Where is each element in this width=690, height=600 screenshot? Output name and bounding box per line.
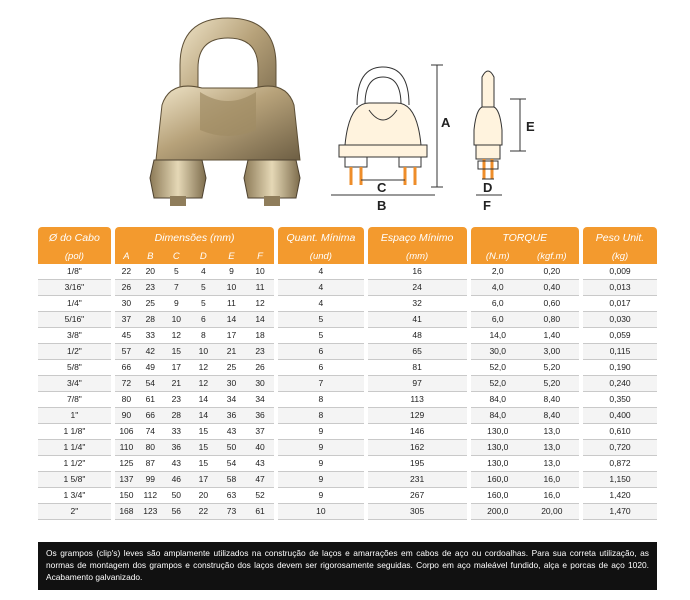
cell-c: 15 <box>163 344 190 360</box>
cell-a: 90 <box>115 408 138 424</box>
cell-nm: 130,0 <box>471 456 525 472</box>
cell-kgf: 3,00 <box>525 344 579 360</box>
cell-qty: 4 <box>278 264 363 280</box>
cell-a: 106 <box>115 424 138 440</box>
subheader-space: (mm) <box>368 249 467 264</box>
table-row <box>38 392 657 408</box>
dim-label-c: C <box>377 180 387 195</box>
header-torque: TORQUE <box>471 227 579 249</box>
dim-label-a: A <box>441 115 451 130</box>
cell-d: 14 <box>190 408 217 424</box>
cell-nm: 30,0 <box>471 344 525 360</box>
cell-weight: 0,009 <box>583 264 657 280</box>
cell-b: 20 <box>138 264 163 280</box>
cell-f: 37 <box>246 424 274 440</box>
cell-f: 14 <box>246 312 274 328</box>
cell-kgf: 0,20 <box>525 264 579 280</box>
table-row <box>38 456 657 472</box>
cell-space: 231 <box>368 472 467 488</box>
cell-d: 12 <box>190 360 217 376</box>
cell-f: 30 <box>246 376 274 392</box>
cell-qty: 5 <box>278 312 363 328</box>
cell-f: 47 <box>246 472 274 488</box>
cell-kgf: 0,40 <box>525 280 579 296</box>
cell-weight: 0,350 <box>583 392 657 408</box>
cell-weight: 0,017 <box>583 296 657 312</box>
dim-label-e: E <box>526 119 535 134</box>
cell-space: 81 <box>368 360 467 376</box>
cable-clip-photo <box>140 10 310 210</box>
header-space: Espaço Mínimo <box>368 227 467 249</box>
cell-nm: 6,0 <box>471 312 525 328</box>
cell-e: 50 <box>217 440 246 456</box>
cell-diam: 1/8" <box>38 264 111 280</box>
cell-diam: 7/8" <box>38 392 111 408</box>
cell-d: 17 <box>190 472 217 488</box>
cell-weight: 0,190 <box>583 360 657 376</box>
cell-nm: 6,0 <box>471 296 525 312</box>
cell-c: 43 <box>163 456 190 472</box>
cell-qty: 6 <box>278 360 363 376</box>
cell-qty: 9 <box>278 440 363 456</box>
cell-nm: 52,0 <box>471 376 525 392</box>
cell-c: 21 <box>163 376 190 392</box>
cell-c: 5 <box>163 264 190 280</box>
subheader-c: C <box>163 249 190 264</box>
cell-c: 17 <box>163 360 190 376</box>
cell-diam: 1 3/4" <box>38 488 111 504</box>
cell-a: 57 <box>115 344 138 360</box>
cell-b: 42 <box>138 344 163 360</box>
cell-f: 26 <box>246 360 274 376</box>
cell-f: 12 <box>246 296 274 312</box>
cell-e: 58 <box>217 472 246 488</box>
subheader-weight: (kg) <box>583 249 657 264</box>
subheader-a: A <box>115 249 138 264</box>
description-note: Os grampos (clip's) leves são amplamente utilizados na construção de laços e amarrações em cabos de aço ou cordoalhas. Para sua correta utilização, as normas de montagem dos grampos e construção dos laços devem ser rigorosamente seguidas. Corpo em aço maleável fundido, alça e porcas de aço 1020. Acabamento galvanizado. <box>38 542 657 590</box>
table-row <box>38 296 657 312</box>
cell-b: 99 <box>138 472 163 488</box>
cell-f: 43 <box>246 456 274 472</box>
header-weight: Peso Unit. <box>583 227 657 249</box>
cell-e: 30 <box>217 376 246 392</box>
cell-diam: 2" <box>38 504 111 520</box>
cell-qty: 4 <box>278 296 363 312</box>
cell-d: 15 <box>190 440 217 456</box>
figure-area <box>0 0 690 222</box>
cell-f: 40 <box>246 440 274 456</box>
table-row <box>38 344 657 360</box>
cell-e: 34 <box>217 392 246 408</box>
cell-qty: 8 <box>278 408 363 424</box>
subheader-b: B <box>138 249 163 264</box>
cell-nm: 84,0 <box>471 392 525 408</box>
cell-weight: 0,030 <box>583 312 657 328</box>
cell-e: 10 <box>217 280 246 296</box>
cell-e: 21 <box>217 344 246 360</box>
cell-qty: 9 <box>278 488 363 504</box>
cell-e: 9 <box>217 264 246 280</box>
cell-b: 66 <box>138 408 163 424</box>
cell-e: 11 <box>217 296 246 312</box>
cell-weight: 0,400 <box>583 408 657 424</box>
cell-diam: 3/16" <box>38 280 111 296</box>
cell-a: 110 <box>115 440 138 456</box>
cell-kgf: 20,00 <box>525 504 579 520</box>
cell-e: 43 <box>217 424 246 440</box>
cell-d: 8 <box>190 328 217 344</box>
cell-a: 66 <box>115 360 138 376</box>
dim-label-b: B <box>377 198 387 213</box>
header-dimensions: Dimensões (mm) <box>115 227 274 249</box>
cell-f: 34 <box>246 392 274 408</box>
cell-qty: 9 <box>278 456 363 472</box>
specifications-table <box>38 227 657 520</box>
subheader-quantity: (und) <box>278 249 363 264</box>
cell-b: 33 <box>138 328 163 344</box>
cell-weight: 1,420 <box>583 488 657 504</box>
dim-label-f: F <box>483 198 491 213</box>
cell-d: 6 <box>190 312 217 328</box>
subheader-f: F <box>246 249 274 264</box>
cell-f: 18 <box>246 328 274 344</box>
cell-diam: 5/16" <box>38 312 111 328</box>
cell-f: 52 <box>246 488 274 504</box>
cell-nm: 200,0 <box>471 504 525 520</box>
cell-c: 10 <box>163 312 190 328</box>
cell-qty: 9 <box>278 472 363 488</box>
cell-space: 97 <box>368 376 467 392</box>
cell-space: 41 <box>368 312 467 328</box>
cell-kgf: 5,20 <box>525 376 579 392</box>
cell-kgf: 8,40 <box>525 392 579 408</box>
cell-weight: 0,115 <box>583 344 657 360</box>
cell-space: 195 <box>368 456 467 472</box>
cell-space: 267 <box>368 488 467 504</box>
cell-c: 7 <box>163 280 190 296</box>
cell-d: 12 <box>190 376 217 392</box>
cell-diam: 1 1/4" <box>38 440 111 456</box>
cell-f: 36 <box>246 408 274 424</box>
cell-diam: 1/4" <box>38 296 111 312</box>
cell-b: 23 <box>138 280 163 296</box>
cell-e: 54 <box>217 456 246 472</box>
subheader-e: E <box>217 249 246 264</box>
cell-b: 25 <box>138 296 163 312</box>
cell-kgf: 1,40 <box>525 328 579 344</box>
cell-d: 4 <box>190 264 217 280</box>
subheader-torque-kgf: (kgf.m) <box>525 249 579 264</box>
cell-c: 33 <box>163 424 190 440</box>
cell-space: 32 <box>368 296 467 312</box>
cell-weight: 1,470 <box>583 504 657 520</box>
cell-weight: 0,013 <box>583 280 657 296</box>
front-view-diagram <box>325 55 460 215</box>
cell-nm: 160,0 <box>471 472 525 488</box>
cell-c: 36 <box>163 440 190 456</box>
cell-b: 112 <box>138 488 163 504</box>
header-diam: Ø do Cabo <box>38 227 111 249</box>
cell-weight: 0,240 <box>583 376 657 392</box>
table-row <box>38 408 657 424</box>
subheader-d: D <box>190 249 217 264</box>
cell-e: 14 <box>217 312 246 328</box>
cell-space: 129 <box>368 408 467 424</box>
cell-c: 12 <box>163 328 190 344</box>
cell-b: 54 <box>138 376 163 392</box>
cell-kgf: 0,80 <box>525 312 579 328</box>
cell-nm: 160,0 <box>471 488 525 504</box>
table-row <box>38 488 657 504</box>
side-view-diagram <box>462 55 562 215</box>
cell-nm: 2,0 <box>471 264 525 280</box>
cell-kgf: 13,0 <box>525 456 579 472</box>
cell-b: 61 <box>138 392 163 408</box>
cell-d: 5 <box>190 280 217 296</box>
header-row-top <box>38 227 657 249</box>
cell-kgf: 13,0 <box>525 440 579 456</box>
cell-qty: 7 <box>278 376 363 392</box>
subheader-diam: (pol) <box>38 249 111 264</box>
cell-qty: 8 <box>278 392 363 408</box>
cell-qty: 6 <box>278 344 363 360</box>
cell-d: 14 <box>190 392 217 408</box>
cell-b: 74 <box>138 424 163 440</box>
cell-d: 20 <box>190 488 217 504</box>
cell-c: 50 <box>163 488 190 504</box>
cell-weight: 0,610 <box>583 424 657 440</box>
cell-space: 162 <box>368 440 467 456</box>
subheader-torque-nm: (N.m) <box>471 249 525 264</box>
cell-f: 23 <box>246 344 274 360</box>
table-body <box>38 264 657 520</box>
cell-d: 15 <box>190 456 217 472</box>
cell-space: 65 <box>368 344 467 360</box>
cell-weight: 0,872 <box>583 456 657 472</box>
header-row-sub <box>38 249 657 264</box>
cell-c: 28 <box>163 408 190 424</box>
header-quantity: Quant. Mínima <box>278 227 363 249</box>
cell-space: 113 <box>368 392 467 408</box>
cell-a: 37 <box>115 312 138 328</box>
table-row <box>38 472 657 488</box>
cell-a: 26 <box>115 280 138 296</box>
dim-label-d: D <box>483 180 493 195</box>
cell-nm: 4,0 <box>471 280 525 296</box>
cell-diam: 1 1/8" <box>38 424 111 440</box>
cell-e: 73 <box>217 504 246 520</box>
cell-a: 30 <box>115 296 138 312</box>
cell-nm: 52,0 <box>471 360 525 376</box>
cell-qty: 9 <box>278 424 363 440</box>
cell-nm: 130,0 <box>471 440 525 456</box>
cell-diam: 1 5/8" <box>38 472 111 488</box>
cell-e: 36 <box>217 408 246 424</box>
cell-space: 305 <box>368 504 467 520</box>
cell-e: 63 <box>217 488 246 504</box>
cell-a: 22 <box>115 264 138 280</box>
table-row <box>38 360 657 376</box>
cell-f: 61 <box>246 504 274 520</box>
table-row <box>38 424 657 440</box>
cell-b: 49 <box>138 360 163 376</box>
cell-d: 22 <box>190 504 217 520</box>
cell-c: 56 <box>163 504 190 520</box>
cell-b: 28 <box>138 312 163 328</box>
cell-weight: 0,720 <box>583 440 657 456</box>
cell-b: 123 <box>138 504 163 520</box>
cell-diam: 3/4" <box>38 376 111 392</box>
cell-c: 23 <box>163 392 190 408</box>
table-row <box>38 280 657 296</box>
cell-d: 15 <box>190 424 217 440</box>
cell-a: 80 <box>115 392 138 408</box>
cell-kgf: 0,60 <box>525 296 579 312</box>
cell-f: 10 <box>246 264 274 280</box>
cell-space: 146 <box>368 424 467 440</box>
cell-e: 17 <box>217 328 246 344</box>
cell-a: 150 <box>115 488 138 504</box>
cell-kgf: 16,0 <box>525 488 579 504</box>
cell-qty: 10 <box>278 504 363 520</box>
cell-a: 72 <box>115 376 138 392</box>
cell-f: 11 <box>246 280 274 296</box>
cell-nm: 130,0 <box>471 424 525 440</box>
cell-nm: 84,0 <box>471 408 525 424</box>
table-row <box>38 264 657 280</box>
cell-b: 80 <box>138 440 163 456</box>
cell-a: 45 <box>115 328 138 344</box>
cell-a: 125 <box>115 456 138 472</box>
cell-space: 48 <box>368 328 467 344</box>
cell-kgf: 16,0 <box>525 472 579 488</box>
cell-kgf: 13,0 <box>525 424 579 440</box>
cell-kgf: 5,20 <box>525 360 579 376</box>
cell-space: 16 <box>368 264 467 280</box>
cell-weight: 1,150 <box>583 472 657 488</box>
cell-e: 25 <box>217 360 246 376</box>
table-row <box>38 312 657 328</box>
cell-a: 168 <box>115 504 138 520</box>
cell-d: 10 <box>190 344 217 360</box>
cell-space: 24 <box>368 280 467 296</box>
table-row <box>38 504 657 520</box>
cell-diam: 3/8" <box>38 328 111 344</box>
cell-c: 9 <box>163 296 190 312</box>
cell-nm: 14,0 <box>471 328 525 344</box>
table-row <box>38 328 657 344</box>
cell-qty: 4 <box>278 280 363 296</box>
cell-weight: 0,059 <box>583 328 657 344</box>
table-row <box>38 440 657 456</box>
cell-diam: 5/8" <box>38 360 111 376</box>
cell-diam: 1 1/2" <box>38 456 111 472</box>
cell-c: 46 <box>163 472 190 488</box>
cell-d: 5 <box>190 296 217 312</box>
cell-diam: 1" <box>38 408 111 424</box>
table-row <box>38 376 657 392</box>
cell-diam: 1/2" <box>38 344 111 360</box>
cell-b: 87 <box>138 456 163 472</box>
cell-qty: 5 <box>278 328 363 344</box>
cell-a: 137 <box>115 472 138 488</box>
cell-kgf: 8,40 <box>525 408 579 424</box>
